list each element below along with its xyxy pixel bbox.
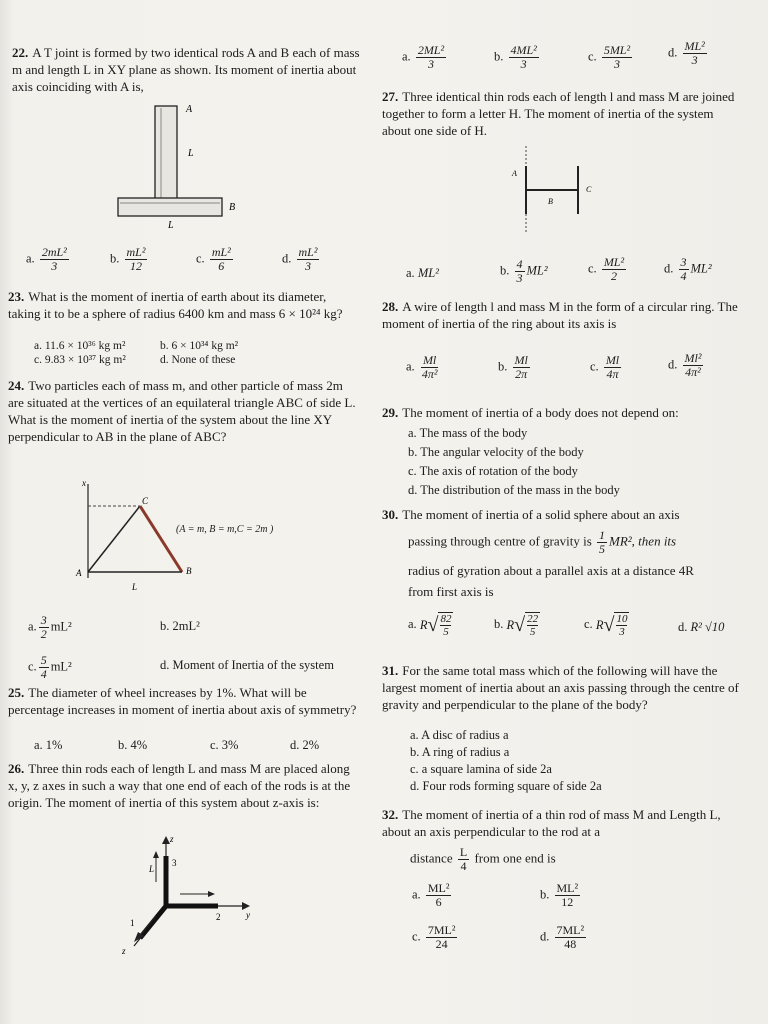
question-27 [382, 88, 742, 139]
option-d[interactable]: d. 2% [290, 738, 320, 752]
question-number: 26. [8, 761, 25, 776]
label-1: 1 [130, 918, 135, 928]
option-c[interactable]: c. $\frac{5}{4}$ mL² [28, 653, 72, 681]
option-b[interactable]: b. 4% [118, 738, 148, 752]
option-b[interactable]: b. 6 × 10³⁴ kg m² [160, 340, 239, 352]
label-2: 2 [216, 912, 221, 922]
option-b[interactable]: b. $\frac{\text{ML²}}{12}$ [540, 881, 579, 909]
question-text: What is the moment of inertia of earth about its diameter, taking it to be a sphere of radius 6400 km and mass 6 × 10²⁴ kg? [8, 289, 343, 321]
question-text: The moment of inertia of a body does not depend on: [402, 405, 679, 420]
question-29 [382, 404, 742, 421]
option-a[interactable]: a. ML² [406, 266, 439, 280]
question-number: 29. [382, 405, 399, 420]
option-b[interactable]: b. $\frac{Ml}{2\pi}$ [498, 353, 528, 381]
option-a[interactable]: a. $\frac{\text{2ML²}}{3}$ [402, 43, 445, 71]
option-a[interactable]: a. $\frac{3}{2}$ mL² [28, 613, 72, 641]
option-d[interactable]: d. $\frac{\text{ML²}}{3}$ [668, 39, 705, 67]
label-c: C [586, 185, 592, 194]
label-a: A [76, 568, 82, 578]
label-a: A [512, 169, 517, 178]
label-l: L [188, 148, 194, 159]
label-b: B [548, 197, 553, 206]
option-c[interactable]: c. $\frac{Ml}{4\pi}$ [590, 353, 620, 381]
question-28 [382, 298, 742, 332]
label-z-bottom: z [122, 946, 126, 956]
question-text: For the same total mass which of the following will have the largest moment of inertia about an axis passing through the centre of gravity and perpendicular to the plane of the body? [382, 663, 739, 712]
question-text: The moment of inertia of a solid sphere about an axis [402, 507, 680, 522]
option-b[interactable]: b. R √ 22 5 [494, 613, 539, 638]
question-31 [382, 662, 742, 713]
option-c[interactable]: c. 3% [210, 738, 239, 752]
option-b[interactable]: b. $\frac{\text{4ML²}}{3}$ [494, 43, 537, 71]
question-number: 30. [382, 507, 399, 522]
question-number: 24. [8, 378, 25, 393]
question-number: 23. [8, 289, 25, 304]
option-c[interactable]: c. $\frac{\text{7ML²}}{24}$ [412, 923, 456, 951]
axes-figure [120, 834, 260, 964]
option-d[interactable]: d. $\frac{\text{Ml²}}{\text{4π²}}$ [668, 351, 702, 379]
question-30: 30. The moment of inertia of a solid sphere about an axis passing through centre of gravity is $\frac{1}{5}$ MR², then its radius of gyration about a parallel axis at a distance 4R from first axis is [382, 507, 694, 599]
option-d[interactable]: d. Moment of Inertia of the system [160, 658, 334, 672]
option-d[interactable]: d. The distribution of the mass in the body [408, 483, 620, 497]
question-number: 22. [12, 45, 29, 60]
question-24 [8, 377, 360, 445]
option-d[interactable]: d. None of these [160, 354, 236, 366]
option-c[interactable]: c. a square lamina of side 2a [410, 762, 552, 776]
option-d[interactable]: d. $\frac{\text{7ML²}}{48}$ [540, 923, 585, 951]
option-d[interactable]: d. $\frac{3}{4}$ ML² [664, 255, 712, 283]
option-a[interactable]: a. 11.6 × 10³⁶ kg m² [34, 340, 126, 352]
question-32 [382, 806, 744, 840]
question-text: Three thin rods each of length L and mass M are placed along x, y, z axes in such a way that one end of each of the rods is at the origin. The moment of inertia of this system about z-axis is: [8, 761, 351, 810]
question-23 [8, 288, 360, 322]
option-c[interactable]: c. $\frac{\text{ML²}}{2}$ [588, 255, 625, 283]
question-25 [8, 684, 360, 718]
question-text: Two particles each of mass m, and other particle of mass 2m are situated at the vertices of an equilateral triangle ABC of side L. What is the moment of inertia of the system about the line XY perpendicular to AB in the plane of ABC? [8, 378, 356, 444]
label-b: B [229, 202, 236, 213]
option-d[interactable]: d. R² √10 [678, 620, 725, 634]
option-a[interactable]: a. $\frac{Ml}{\text{4π²}}$ [406, 353, 438, 381]
option-d[interactable]: d. Four rods forming square of side 2a [410, 779, 602, 793]
question-text: A T joint is formed by two identical rods A and B each of mass m and length L in XY plane as shown. Its moment of inertia about axis coinciding with A is, [12, 45, 360, 94]
question-number: 32. [382, 807, 399, 822]
option-c[interactable]: c. $\frac{\text{5ML²}}{3}$ [588, 43, 631, 71]
label-3: 3 [172, 858, 177, 868]
option-a[interactable]: a. R √ 82 5 [408, 613, 452, 638]
question-22 [12, 44, 360, 95]
question-number: 25. [8, 685, 25, 700]
option-a[interactable]: a. 1% [34, 738, 63, 752]
label-a: A [186, 104, 193, 115]
question-text: The diameter of wheel increases by 1%. What will be percentage increases in moment of inertia about axis of symmetry? [8, 685, 357, 717]
label-x: x [82, 478, 86, 488]
option-b[interactable]: b. A ring of radius a [410, 745, 510, 759]
question-32-line2: distance $\frac{L}{4}$ from one end is [410, 845, 556, 873]
question-26 [8, 760, 360, 811]
option-a[interactable]: a. A disc of radius a [410, 728, 509, 742]
label-y: y [246, 910, 250, 920]
t-joint-figure [110, 100, 250, 230]
triangle-figure [66, 476, 196, 596]
option-d[interactable]: d. $\frac{\text{mL²}}{3}$ [282, 245, 318, 273]
option-b[interactable]: b. $\frac{\text{mL²}}{12}$ [110, 245, 146, 273]
question-number: 31. [382, 663, 399, 678]
label-b: B [186, 566, 192, 576]
option-a[interactable]: a. $\frac{\text{ML²}}{6}$ [412, 881, 450, 909]
option-b[interactable]: b. The angular velocity of the body [408, 445, 584, 459]
label-z: z [170, 834, 174, 844]
option-b[interactable]: b. 2mL² [160, 619, 200, 633]
option-c[interactable]: c. $\frac{\text{mL²}}{6}$ [196, 245, 231, 273]
option-a[interactable]: a. $\frac{\text{2mL²}}{3}$ [26, 245, 67, 273]
question-text: The moment of inertia of a thin rod of mass M and Length L, about an axis perpendicular to the rod at a [382, 807, 721, 839]
option-c[interactable]: c. 9.83 × 10³⁷ kg m² [34, 354, 126, 366]
option-c[interactable]: c. R √ 10 3 [584, 613, 628, 638]
option-a[interactable]: a. The mass of the body [408, 426, 528, 440]
mass-note: (A = m, B = m,C = 2m ) [176, 524, 274, 535]
question-text: Three identical thin rods each of length l and mass M are joined together to form a letter H. The moment of inertia of the system about one side of H. [382, 89, 735, 138]
label-l: L [149, 864, 155, 874]
option-c[interactable]: c. The axis of rotation of the body [408, 464, 578, 478]
h-figure [508, 144, 608, 236]
label-l: L [132, 582, 138, 592]
question-text: A wire of length l and mass M in the form of a circular ring. The moment of inertia of the ring about its axis is [382, 299, 738, 331]
question-number: 28. [382, 299, 399, 314]
label-l: L [168, 220, 174, 230]
option-b[interactable]: b. $\frac{4}{3}$ ML² [500, 257, 548, 285]
label-c: C [142, 496, 149, 506]
question-number: 27. [382, 89, 399, 104]
